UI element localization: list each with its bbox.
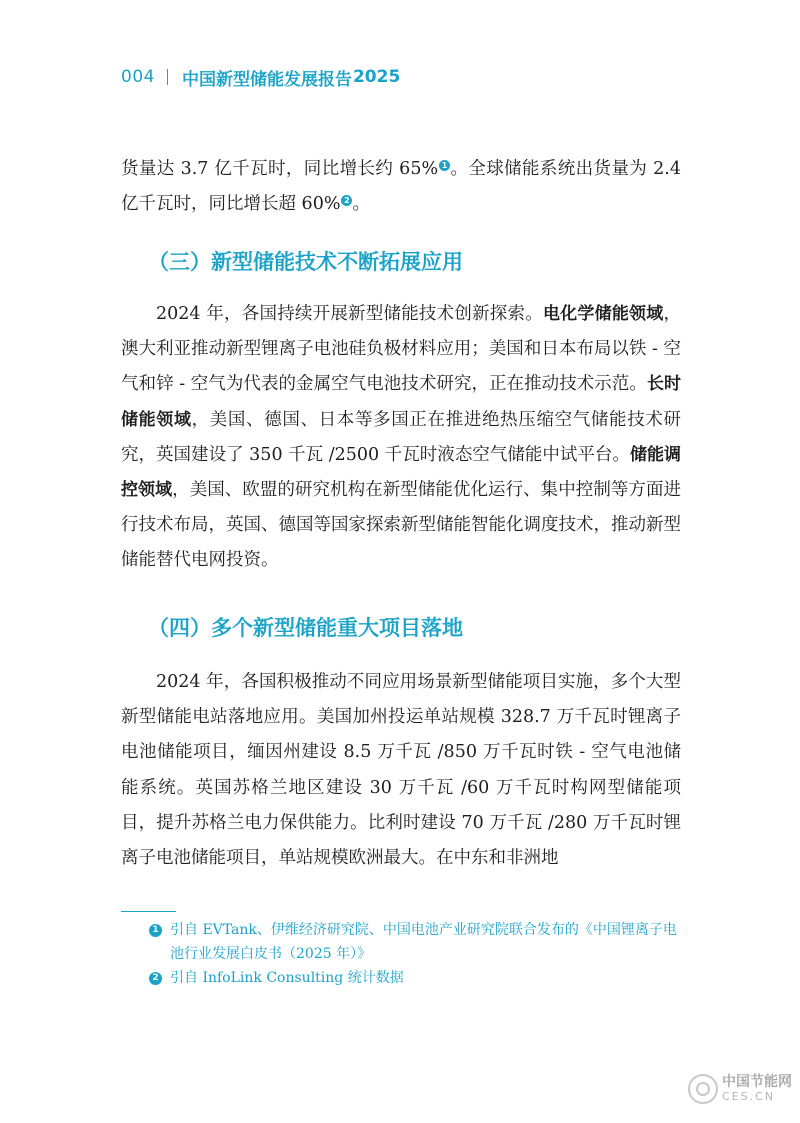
- paragraph-text: ，美国、欧盟的研究机构在新型储能优化运行、集中控制等方面进行技术布局，英国、德国等国家探索新型储能智能化调度技术，推动新型储能替代电网投资。: [121, 480, 682, 571]
- footnote-1: [150, 918, 680, 966]
- paragraph-text: ，美国、德国、日本等多国正在推进绝热压缩空气储能技术研究，英国建设了 350 千瓦 /2500 千瓦时液态空气储能中试平台。: [121, 409, 682, 465]
- footnote-text: 引自 InfoLink Consulting 统计数据: [170, 970, 404, 986]
- footnote-2: [150, 966, 680, 990]
- watermark-logo-icon: [688, 1074, 718, 1104]
- watermark: [688, 1074, 792, 1104]
- paragraph-text: 2024 年，各国持续开展新型储能技术创新探索。: [156, 304, 543, 324]
- footnote-number: 1: [149, 924, 162, 937]
- paragraph-text: ，澳大利亚推动新型锂离子电池硅负极材料应用；美国和日本布局以铁 - 空气和锌 - 空气为代表的金属空气电池技术研究，正在推动技术示范。: [121, 304, 681, 395]
- bold-term-electrochemical: 电化学储能领域: [542, 304, 664, 324]
- report-year: 2025: [352, 67, 401, 87]
- section-3-paragraph: [121, 297, 681, 579]
- paragraph-text: 。: [352, 194, 370, 215]
- header-divider: [167, 69, 168, 85]
- paragraph-text: 货量达 3.7 亿千瓦时，同比增长约 65%: [121, 159, 439, 179]
- footnote-rule: [121, 911, 176, 912]
- footnote-ref-2[interactable]: 2: [341, 195, 352, 206]
- watermark-name: 中国节能网: [722, 1074, 792, 1090]
- section-4-paragraph: [121, 665, 681, 876]
- report-title: 中国新型储能发展报告: [181, 69, 352, 90]
- footnote-text: 引自 EVTank、伊维经济研究院、中国电池产业研究院联合发布的《中国锂离子电池行业发展白皮书（2025 年）》: [170, 922, 677, 962]
- section-heading-4: （四）多个新型储能重大项目落地: [148, 616, 463, 640]
- footnote-ref-1[interactable]: 1: [439, 160, 450, 171]
- running-header: [121, 64, 400, 90]
- section-heading-3: （三）新型储能技术不断拓展应用: [148, 250, 463, 274]
- paragraph-text: 。全球储能系统出货量为 2.4 亿千瓦时，同比增长超 60%: [121, 159, 681, 215]
- bold-term-regulation: 储能调控领域: [121, 444, 681, 501]
- paragraph-text: 2024 年，各国积极推动不同应用场景新型储能项目实施，多个大型新型储能电站落地应用。美国加州投运单站规模 328.7 万千瓦时锂离子电池储能项目，缅因州建设 8.5 万千瓦 /850 万千瓦时铁 - 空气电池储能系统。英国苏格兰地区建设 30 万千瓦 /60 万千瓦时构网型储能项目，提升苏格兰电力保供能力。比利时建设 70 万千瓦 /280 万千瓦时锂离子电池储能项目，单站规模欧洲最大。在中东和非洲地: [121, 672, 681, 869]
- bold-term-long-duration: 长时储能领域: [121, 374, 681, 430]
- watermark-domain: CES.CN: [722, 1090, 776, 1103]
- page-number: 004: [121, 67, 155, 87]
- footnote-number: 2: [149, 972, 162, 985]
- paragraph-continued: [121, 152, 681, 222]
